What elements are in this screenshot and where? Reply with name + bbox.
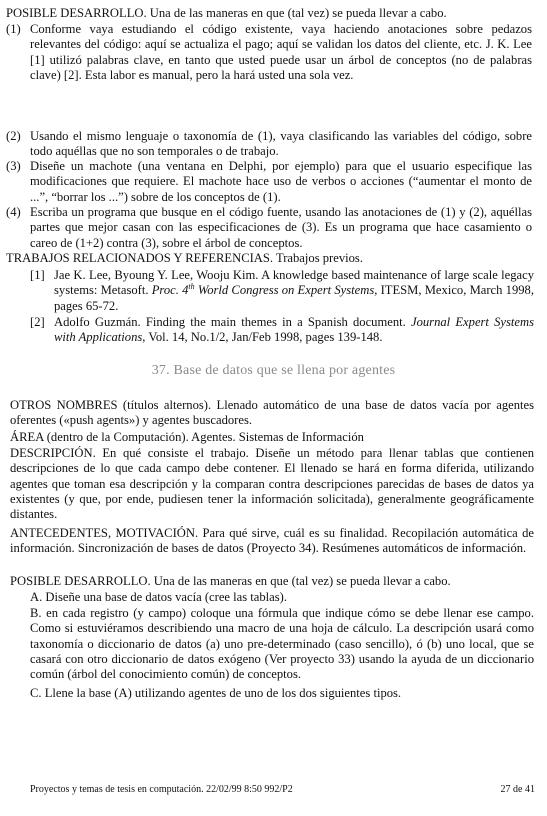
reference-item <box>30 315 534 346</box>
reference-number: [2] <box>30 315 45 329</box>
reference-venue: Journal Expert Systems with Applications <box>54 315 534 345</box>
reference-text-pre: Adolfo Guzmán. Finding the main themes in a Spanish document. <box>54 315 411 329</box>
step-b: B. en cada registro (y campo) coloque una fórmula que indique cómo se debe llenar ese campo. Como si estuviéramos describiendo una macro de una hoja de cálculo. La descripción usará como taxonomía o diccionario de datos (a) uno pre-determinado (caso sencillo), ó (b) uno local, que se casará con otro diccionario de datos exógeno (Ver proyecto 33) usando la ayuda de un diccionario común (árbol del conocimiento común) de conceptos. <box>30 606 534 682</box>
item-text: Conforme vaya estudiando el código existente, vaya haciendo anotaciones sobre pedazos relevantes del código: aquí se actualiza el pago; aquí se validan los datos del cliente, etc. J. K. Lee [1] utilizó palabras clave, en tanto que usted puede usar un árbol de conceptos (no de palabras clave) [2]. Esta labor es manual, pero la hará usted una sola vez. <box>30 22 532 82</box>
item-text: Escriba un programa que busque en el código fuente, usando las anotaciones de (1) y (2), aquéllas partes que mejor casan con las especificaciones de (3). Es un programa que hace casamiento o careo de (1+2) contra (3), sobre el árbol de conceptos. <box>30 205 532 250</box>
item-text: Diseñe un machote (una ventana en Delphi, por ejemplo) para que el usuario especifique las modificaciones que requiere. El machote hace uso de verbos o acciones (“aumentar el monto de ...”, “borrar los ...”) sobre de los conceptos de (1). <box>30 159 532 204</box>
reference-text-post: , ITESM, Mexico, March 1998, pages 65-72. <box>54 283 534 313</box>
reference-text-post: , Vol. 14, No.1/2, Jan/Feb 1998, pages 139-148. <box>142 330 383 345</box>
item-number: (4) <box>6 205 21 219</box>
antecedentes-paragraph: ANTECEDENTES, MOTIVACIÓN. Para qué sirve, cuál es su finalidad. Recopilación automática de información. Sincronización de bases de datos (Proyecto 34). Resúmenes automáticos de información. <box>10 526 534 556</box>
posible-desarrollo-heading: POSIBLE DESARROLLO. Una de las maneras en que (tal vez) se pueda llevar a cabo. <box>6 6 447 20</box>
list-item <box>6 129 532 160</box>
trabajos-relacionados-heading: TRABAJOS RELACIONADOS Y REFERENCIAS. Trabajos previos. <box>6 251 363 265</box>
area-paragraph: ÁREA (dentro de la Computación). Agentes. Sistemas de Información <box>10 430 364 444</box>
item-number: (1) <box>6 22 21 36</box>
item-number: (2) <box>6 129 21 143</box>
reference-text-pre: Jae K. Lee, Byoung Y. Lee, Wooju Kim. A knowledge based maintenance of large scale legacy systems: Metasoft. <box>54 268 534 298</box>
otros-nombres-paragraph <box>10 398 534 429</box>
reference-venue: Proc. 4th World Congress on Expert Systems <box>151 282 375 298</box>
step-a: A. Diseñe una base de datos vacía (cree las tablas). <box>30 590 288 604</box>
footer-left: Proyectos y temas de tesis en computación. 22/02/99 8:50 992/P2 <box>30 784 293 795</box>
reference-number: [1] <box>30 268 45 282</box>
item-text: Usando el mismo lenguaje o taxonomía de (1), vaya clasificando las variables del código, sobre todo aquéllas que no son temporales o de trabajo. <box>30 129 532 159</box>
item-number: (3) <box>6 159 21 173</box>
list-item <box>6 22 532 83</box>
footer-page-number: 27 de 41 <box>500 784 535 795</box>
posible-desarrollo-heading-2: POSIBLE DESARROLLO. Una de las maneras en que (tal vez) se pueda llevar a cabo. <box>10 574 451 588</box>
section-title: 37. Base de datos que se llena por agentes <box>151 363 396 378</box>
list-item <box>6 205 532 251</box>
step-c: C. Llene la base (A) utilizando agentes de uno de los dos siguientes tipos. <box>30 686 402 700</box>
otros-nombres-text: OTROS NOMBRES (títulos alternos). Llenado automático de una base de datos vacía por agentes oferentes («push agents») y agentes buscadores. <box>10 398 534 428</box>
list-item <box>6 159 532 205</box>
descripcion-paragraph: DESCRIPCIÓN. En qué consiste el trabajo. Diseñe un método para llenar tablas que contienen descripciones de lo que cada campo debe contener. El llenado se hará en forma diferida, utilizando agentes que toman esa descripción y la comparan contra descripciones parecidas de bases de datos ya existentes (y que, por ende, pudiesen tener la información solicitada), generalmente geográficamente distantes. <box>10 446 534 522</box>
reference-item <box>30 268 534 314</box>
